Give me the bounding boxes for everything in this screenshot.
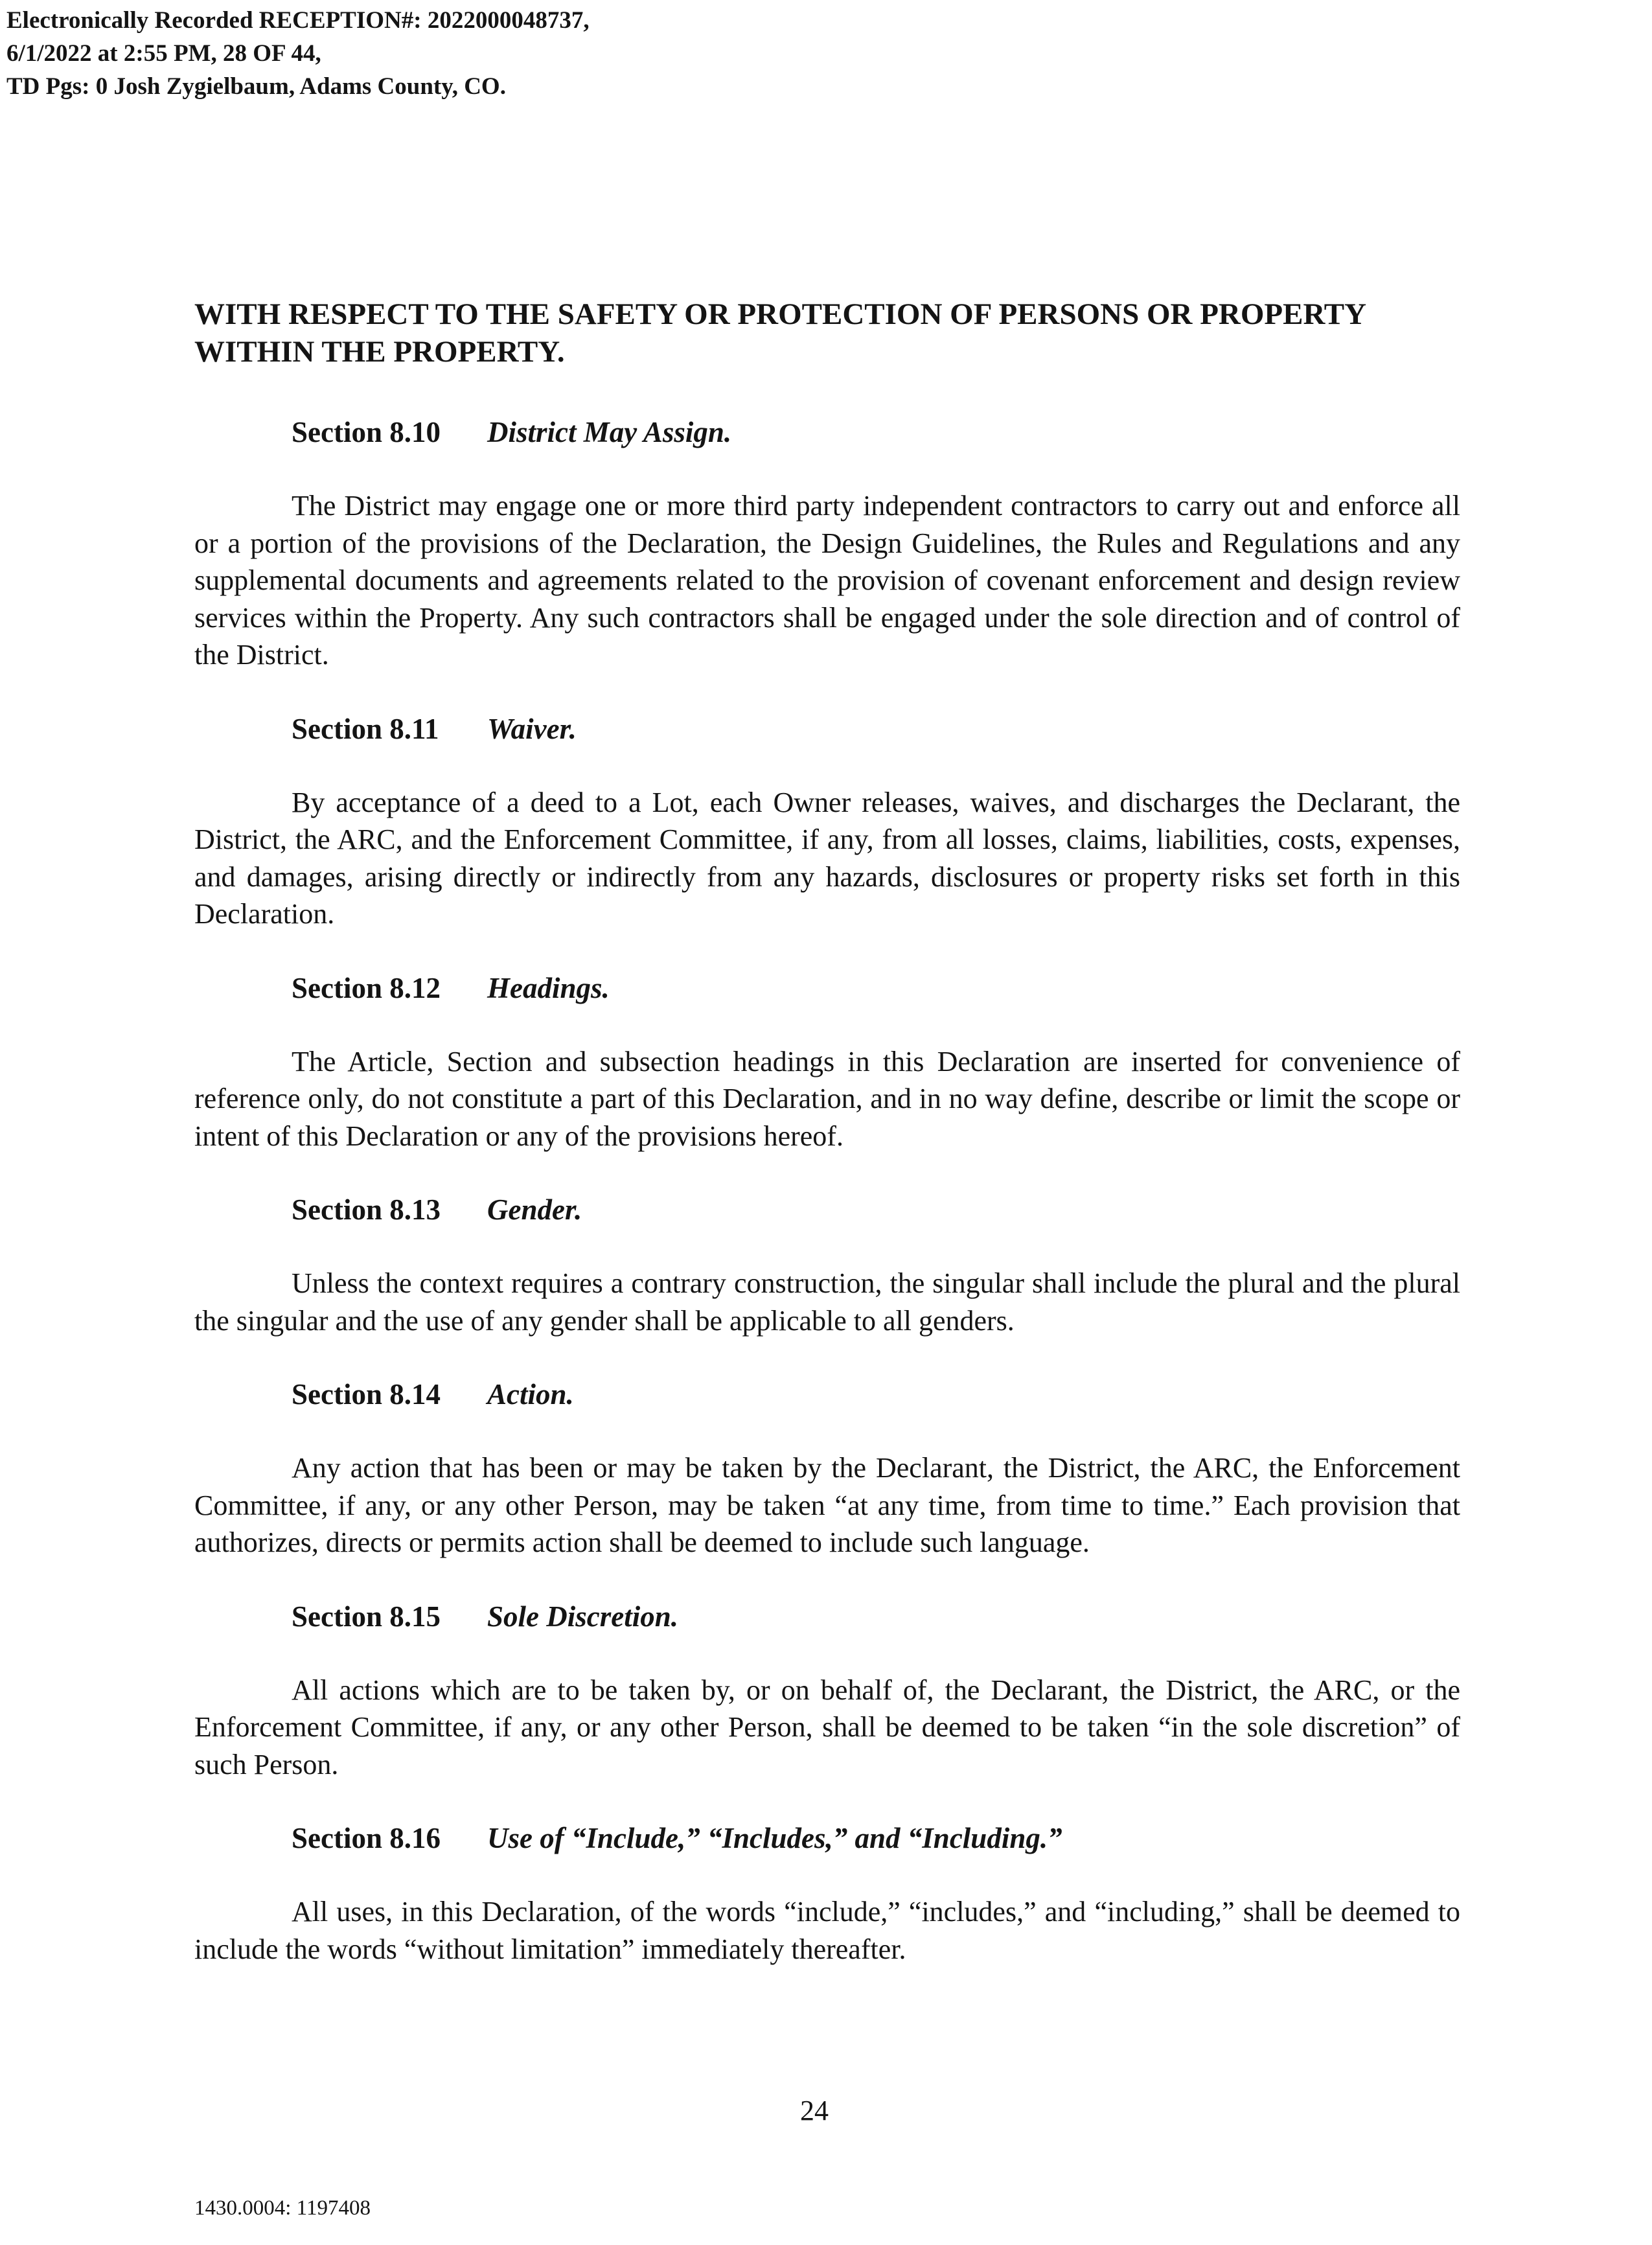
section-body: By acceptance of a deed to a Lot, each Owner releases, waives, and discharges the Declarant, the District, the ARC, and the Enforcement Committee, if any, from all losses, claims, liabilities, costs, expenses, and damages, arising directly or indirectly from any hazards, disclosures or property risks set forth in this Declaration. [194, 786, 1460, 930]
recording-line-1: Electronically Recorded RECEPTION#: 2022000048737, [6, 7, 590, 34]
section-8-14 [194, 1376, 1460, 1561]
section-title: Gender. [487, 1193, 582, 1226]
section-heading [194, 969, 1460, 1007]
section-8-12 [194, 969, 1460, 1155]
section-body: The District may engage one or more third party independent contractors to carry out and enforce all or a portion of the provisions of the Declaration, the Design Guidelines, the Rules and Regulations and any supplemental documents and agreements related to the provision of covenant enforcement and design review services within the Property. Any such contractors shall be engaged under the sole direction and of control of the District. [194, 490, 1460, 671]
section-title: Sole Discretion. [487, 1600, 679, 1633]
section-title: Use of “Include,” “Includes,” and “Including.” [487, 1822, 1062, 1854]
section-number: Section 8.16 [292, 1822, 441, 1854]
section-body: All actions which are to be taken by, or on behalf of, the Declarant, the District, the ARC, or the Enforcement Committee, if any, or any other Person, shall be deemed to be taken “in the sole discretion” of such Person. [194, 1674, 1460, 1780]
section-number: Section 8.11 [292, 712, 439, 745]
section-body: All uses, in this Declaration, of the words “include,” “includes,” and “including,” shall be deemed to include the words “without limitation” immediately thereafter. [194, 1896, 1460, 1965]
section-title: District May Assign. [487, 416, 732, 448]
section-number: Section 8.14 [292, 1378, 441, 1410]
page-number: 24 [800, 2095, 829, 2126]
document-id: 1430.0004: 1197408 [194, 2196, 371, 2220]
section-number: Section 8.15 [292, 1600, 441, 1633]
section-8-16 [194, 1819, 1460, 1968]
recording-stamp [6, 4, 590, 103]
recording-line-3: TD Pgs: 0 Josh Zygielbaum, Adams County, CO. [6, 73, 506, 100]
section-heading [194, 1376, 1460, 1413]
section-heading [194, 1819, 1460, 1857]
section-title: Waiver. [487, 712, 577, 745]
section-heading [194, 1598, 1460, 1635]
section-body: The Article, Section and subsection headings in this Declaration are inserted for convenience of reference only, do not constitute a part of this Declaration, and in no way define, describe or limit the scope or intent of this Declaration or any of the provisions hereof. [194, 1045, 1460, 1152]
section-heading [194, 1191, 1460, 1228]
section-heading [194, 710, 1460, 748]
section-body: Any action that has been or may be taken by the Declarant, the District, the ARC, the Enforcement Committee, if any, or any other Person, may be taken “at any time, from time to time.” Each provision that authorizes, directs or permits action shall be deemed to include such language. [194, 1452, 1460, 1558]
section-8-10 [194, 413, 1460, 674]
section-number: Section 8.10 [292, 416, 441, 448]
section-8-15 [194, 1598, 1460, 1784]
sections-list [194, 413, 1460, 2004]
section-body: Unless the context requires a contrary construction, the singular shall include the plural and the plural the singular and the use of any gender shall be applicable to all genders. [194, 1267, 1460, 1337]
continued-paragraph: WITH RESPECT TO THE SAFETY OR PROTECTION OF PERSONS OR PROPERTY WITHIN THE PROPERTY. [194, 297, 1366, 369]
recording-line-2: 6/1/2022 at 2:55 PM, 28 OF 44, [6, 40, 321, 67]
section-title: Headings. [487, 971, 610, 1004]
section-8-11 [194, 710, 1460, 933]
section-number: Section 8.12 [292, 971, 441, 1004]
section-8-13 [194, 1191, 1460, 1339]
section-title: Action. [487, 1378, 574, 1410]
section-number: Section 8.13 [292, 1193, 441, 1226]
section-heading [194, 413, 1460, 451]
